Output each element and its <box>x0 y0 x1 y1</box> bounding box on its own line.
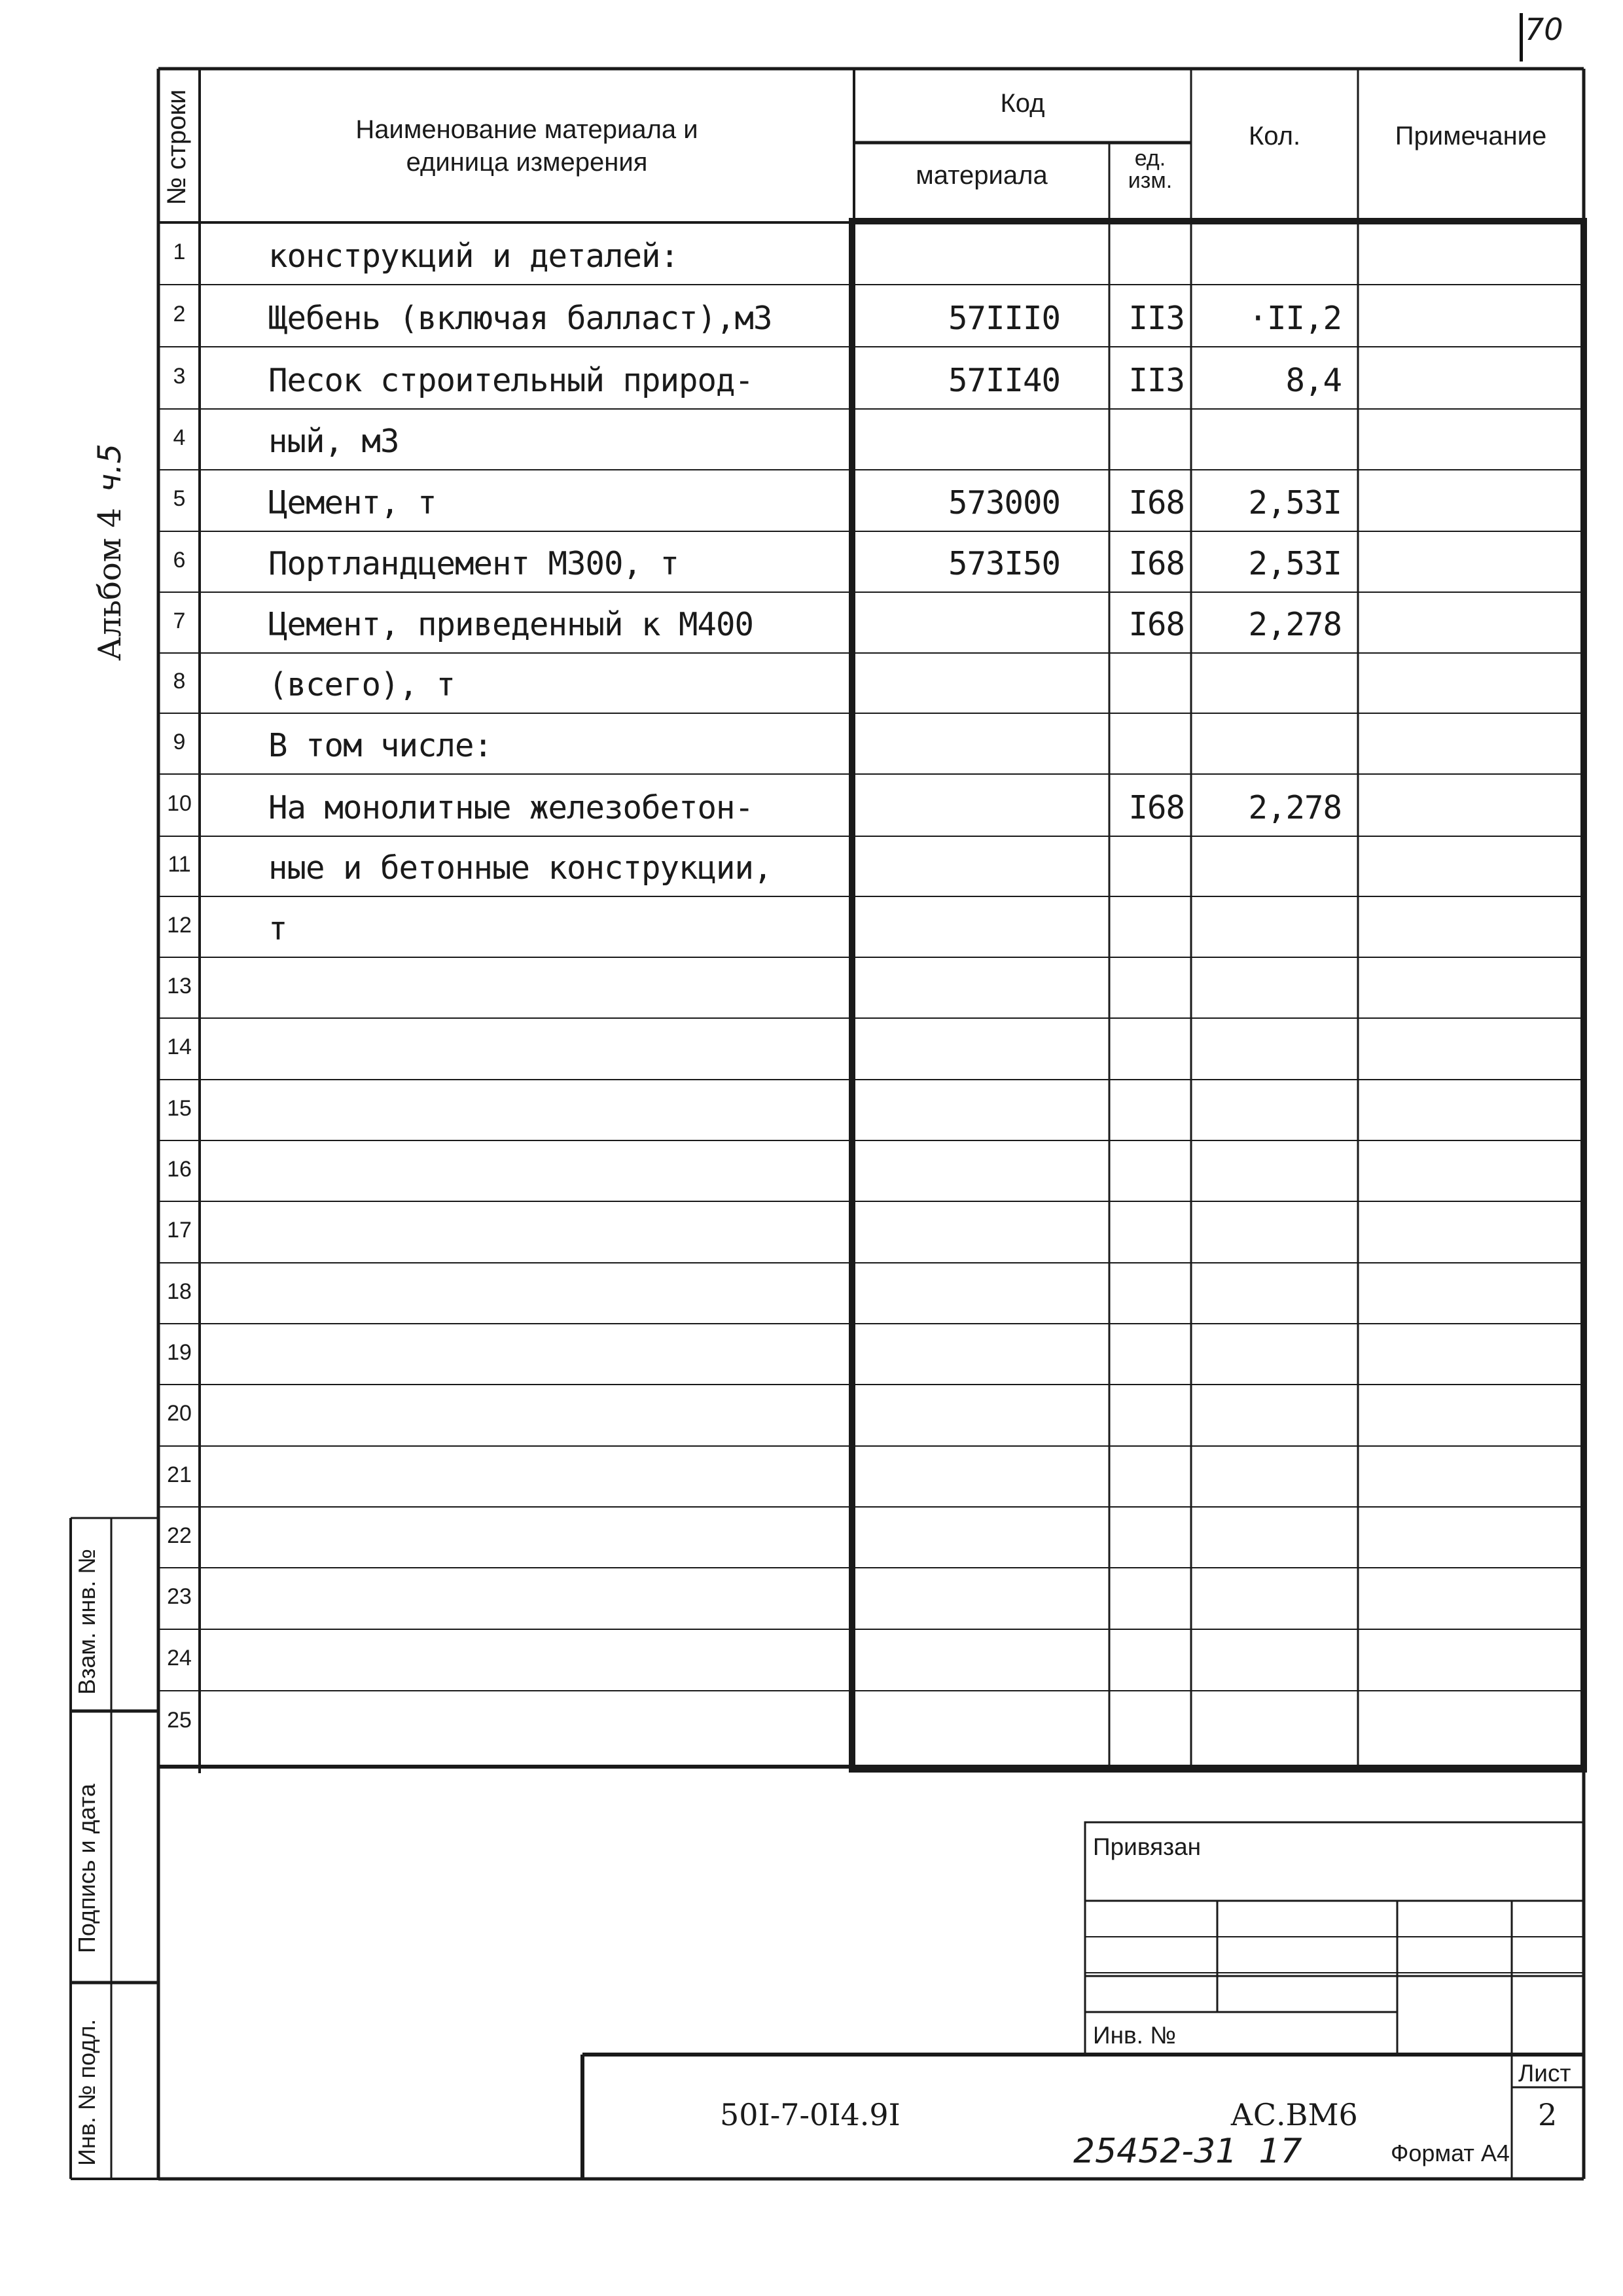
material-name: Песок строительный природ- <box>268 362 754 399</box>
material-name: Щебень (включая балласт),м3 <box>268 300 772 337</box>
archive-code <box>1073 2132 1302 2171</box>
paper-format: Формат А4 <box>1391 2140 1510 2166</box>
quantity: ·II,2 <box>1248 300 1342 337</box>
row-number: 13 <box>167 973 192 998</box>
row-number: 24 <box>167 1646 192 1670</box>
side-signature-date: Подпись и дата <box>73 1784 100 1953</box>
unit-code: II3 <box>1128 300 1185 337</box>
side-inventory-original: Инв. № подл. <box>73 2019 100 2166</box>
row-number: 14 <box>167 1034 192 1059</box>
unit-code: I68 <box>1128 545 1185 582</box>
document-mark: АС.ВМ6 <box>1230 2097 1358 2132</box>
row-number: 3 <box>173 363 186 389</box>
archive-code-main: 25452-31 <box>1073 2132 1238 2171</box>
sheet-label: Лист <box>1518 2060 1571 2087</box>
quantity: 8,4 <box>1285 362 1342 399</box>
row-number: 4 <box>173 425 186 450</box>
row-number: 15 <box>167 1095 192 1121</box>
row-number: 12 <box>167 912 192 938</box>
row-number: 6 <box>173 547 186 573</box>
row-number: 10 <box>167 790 192 816</box>
material-code: 57II40 <box>948 362 1060 399</box>
material-name: т <box>268 910 287 947</box>
material-name: Портландцемент М300, т <box>268 545 679 582</box>
unit-code: I68 <box>1128 606 1185 643</box>
header-code: Код <box>1000 89 1045 118</box>
row-number: 23 <box>167 1584 192 1609</box>
row-number: 8 <box>173 669 186 694</box>
title-bound-label: Привязан <box>1093 1833 1202 1860</box>
document-code: 50I-7-0I4.9I <box>720 2097 901 2132</box>
row-number: 16 <box>167 1156 192 1182</box>
row-number: 20 <box>167 1401 192 1426</box>
header-quantity: Кол. <box>1248 122 1301 150</box>
material-name: Цемент, т <box>268 484 437 521</box>
header-code-unit <box>1109 147 1191 192</box>
album-name: Альбом 4 <box>92 508 128 661</box>
material-name: (всего), т <box>268 666 455 703</box>
sheet-number: 2 <box>1538 2097 1558 2132</box>
material-name: На монолитные железобетон- <box>268 789 754 826</box>
material-name: В том числе: <box>268 727 493 764</box>
material-code: 573000 <box>948 484 1060 521</box>
header-code-material: материала <box>916 161 1048 190</box>
material-code: 57III0 <box>948 300 1060 337</box>
header-code-unit-line1: ед. <box>1134 146 1166 171</box>
header-note: Примечание <box>1395 122 1547 150</box>
quantity: 2,53I <box>1248 484 1342 521</box>
row-number: 11 <box>168 852 191 877</box>
row-number: 2 <box>173 301 186 327</box>
quantity: 2,278 <box>1248 606 1342 643</box>
row-number: 17 <box>167 1218 192 1243</box>
row-number: 18 <box>167 1279 192 1304</box>
header-row-number: № строки <box>162 89 191 205</box>
side-replaced-inventory: Взам. инв. № <box>73 1548 100 1695</box>
row-number: 5 <box>173 486 186 511</box>
unit-code: II3 <box>1128 362 1185 399</box>
unit-code: I68 <box>1128 789 1185 826</box>
header-name-line2: единица измерения <box>406 148 648 177</box>
row-number: 1 <box>173 239 186 264</box>
material-name: конструкций и деталей: <box>268 238 679 275</box>
row-number: 22 <box>167 1523 192 1548</box>
sheet-corner-number: 70 <box>1525 12 1563 47</box>
row-number: 21 <box>167 1462 192 1487</box>
header-name-line1: Наименование материала и <box>355 115 698 144</box>
archive-code-seq: 17 <box>1258 2132 1302 2171</box>
album-part: ч.5 <box>92 443 128 493</box>
material-code: 573I50 <box>948 545 1060 582</box>
quantity: 2,278 <box>1248 789 1342 826</box>
material-name: ные и бетонные конструкции, <box>268 849 772 887</box>
title-inventory-label: Инв. № <box>1093 2022 1176 2049</box>
row-number: 7 <box>173 608 186 633</box>
row-number: 9 <box>173 729 186 754</box>
quantity: 2,53I <box>1248 545 1342 582</box>
material-name: Цемент, приведенный к М400 <box>268 606 754 643</box>
unit-code: I68 <box>1128 484 1185 521</box>
header-code-unit-line2: изм. <box>1128 168 1173 193</box>
row-number: 25 <box>167 1708 192 1733</box>
row-number: 19 <box>167 1339 192 1365</box>
material-name: ный, м3 <box>268 423 399 460</box>
